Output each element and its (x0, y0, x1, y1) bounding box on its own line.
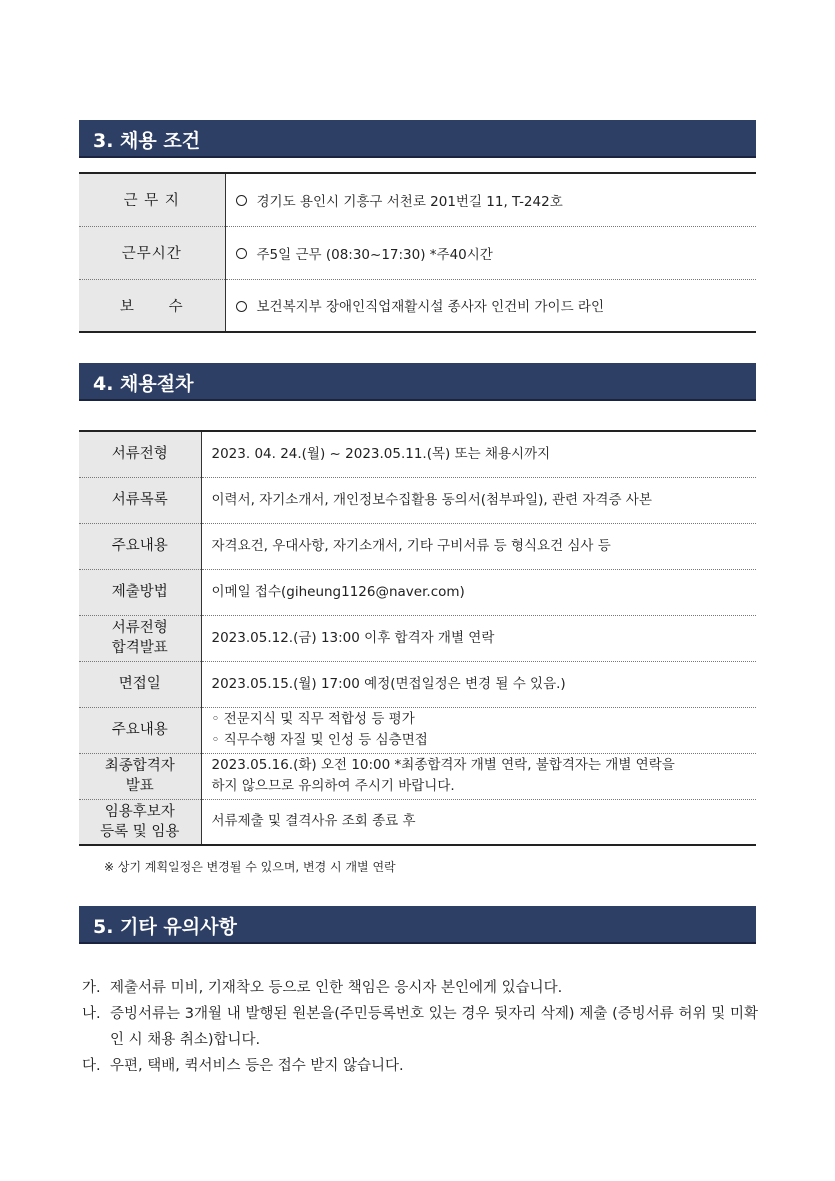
section-5-title: 5. 기타 유의사항 (93, 916, 237, 938)
row-label: 근 무 지 (79, 173, 225, 226)
list-text: 증빙서류는 3개월 내 발행된 원본을(주민등록번호 있는 경우 뒷자리 삭제) 제출 (증빙서류 허위 및 미확인 시 채용 취소)합니다. (110, 1006, 758, 1048)
section-4-header (79, 363, 756, 401)
table-row (79, 661, 756, 707)
section-3-header (79, 120, 756, 158)
circle-bullet-icon (236, 301, 247, 312)
list-item (82, 1001, 758, 1053)
row-label: 보 수 (79, 279, 225, 332)
list-text: 우편, 택배, 퀵서비스 등은 접수 받지 않습니다. (110, 1058, 404, 1074)
table-row (79, 753, 756, 799)
value-line: 이메일 접수(giheung1126@naver.com) (211, 583, 465, 600)
row-label: 서류전형 (79, 431, 201, 477)
row-label: 서류목록 (79, 477, 201, 523)
value-line: ◦ 직무수행 자질 및 인성 등 심층면접 (211, 732, 428, 748)
table-row (79, 431, 756, 477)
row-value: 경기도 용인시 기흥구 서천로 201번길 11, T-242호 (225, 173, 756, 226)
employment-conditions-table (79, 172, 756, 333)
section-5-header (79, 906, 756, 944)
value-line: 2023. 04. 24.(월) ~ 2023.05.11.(목) 또는 채용시까지 (211, 445, 551, 462)
table-row (79, 707, 756, 753)
row-label: 주요내용 (79, 707, 201, 753)
table-row (79, 799, 756, 845)
value-line: 2023.05.15.(월) 17:00 예정(면접일정은 변경 될 수 있음.) (211, 675, 566, 692)
list-text: 제출서류 미비, 기재착오 등으로 인한 책임은 응시자 본인에게 있습니다. (110, 980, 563, 996)
table-row (79, 173, 756, 226)
circle-bullet-icon (236, 195, 247, 206)
section-4-title: 4. 채용절차 (93, 373, 194, 395)
row-value (201, 523, 756, 569)
row-label: 근무시간 (79, 226, 225, 279)
row-value (201, 707, 756, 753)
value-line: 2023.05.12.(금) 13:00 이후 합격자 개별 연락 (211, 629, 495, 646)
table-row (79, 523, 756, 569)
table-row (79, 615, 756, 661)
list-item (82, 975, 758, 1001)
value-line: 이력서, 자기소개서, 개인정보수집활용 동의서(첨부파일), 관련 자격증 사본 (211, 491, 652, 508)
row-value (201, 569, 756, 615)
row-value (201, 615, 756, 661)
table-row (79, 279, 756, 332)
row-label: 제출방법 (79, 569, 201, 615)
list-marker: 나. (82, 1006, 101, 1022)
row-label: 서류전형 합격발표 (79, 615, 201, 661)
circle-bullet-icon (236, 248, 247, 259)
value-line: ◦ 전문지식 및 직무 적합성 등 평가 (211, 711, 415, 727)
list-marker: 가. (82, 980, 101, 996)
row-label: 면접일 (79, 661, 201, 707)
row-value (201, 753, 756, 799)
section-3-title: 3. 채용 조건 (93, 130, 201, 152)
row-label: 주요내용 (79, 523, 201, 569)
table-row (79, 477, 756, 523)
table-row (79, 226, 756, 279)
schedule-note: ※ 상기 계획일정은 변경될 수 있으며, 변경 시 개별 연락 (104, 860, 396, 874)
notice-list (82, 975, 758, 1079)
row-value: 주5일 근무 (08:30~17:30) *주40시간 (225, 226, 756, 279)
row-value (201, 477, 756, 523)
list-marker: 다. (82, 1058, 101, 1074)
list-item (82, 1053, 758, 1079)
row-value (201, 661, 756, 707)
hiring-procedure-table (79, 430, 756, 846)
row-value (201, 799, 756, 845)
table-row (79, 569, 756, 615)
value-line: 하지 않으므로 유의하여 주시기 바랍니다. (211, 778, 455, 794)
value-line: 서류제출 및 결격사유 조회 종료 후 (211, 813, 416, 830)
value-line: 2023.05.16.(화) 오전 10:00 *최종합격자 개별 연락, 불합격자는 개별 연락을 (211, 757, 675, 773)
row-label: 임용후보자 등록 및 임용 (79, 799, 201, 845)
row-value: 보건복지부 장애인직업재활시설 종사자 인건비 가이드 라인 (225, 279, 756, 332)
row-value (201, 431, 756, 477)
row-label: 최종합격자 발표 (79, 753, 201, 799)
value-line: 자격요건, 우대사항, 자기소개서, 기타 구비서류 등 형식요건 심사 등 (211, 537, 611, 554)
